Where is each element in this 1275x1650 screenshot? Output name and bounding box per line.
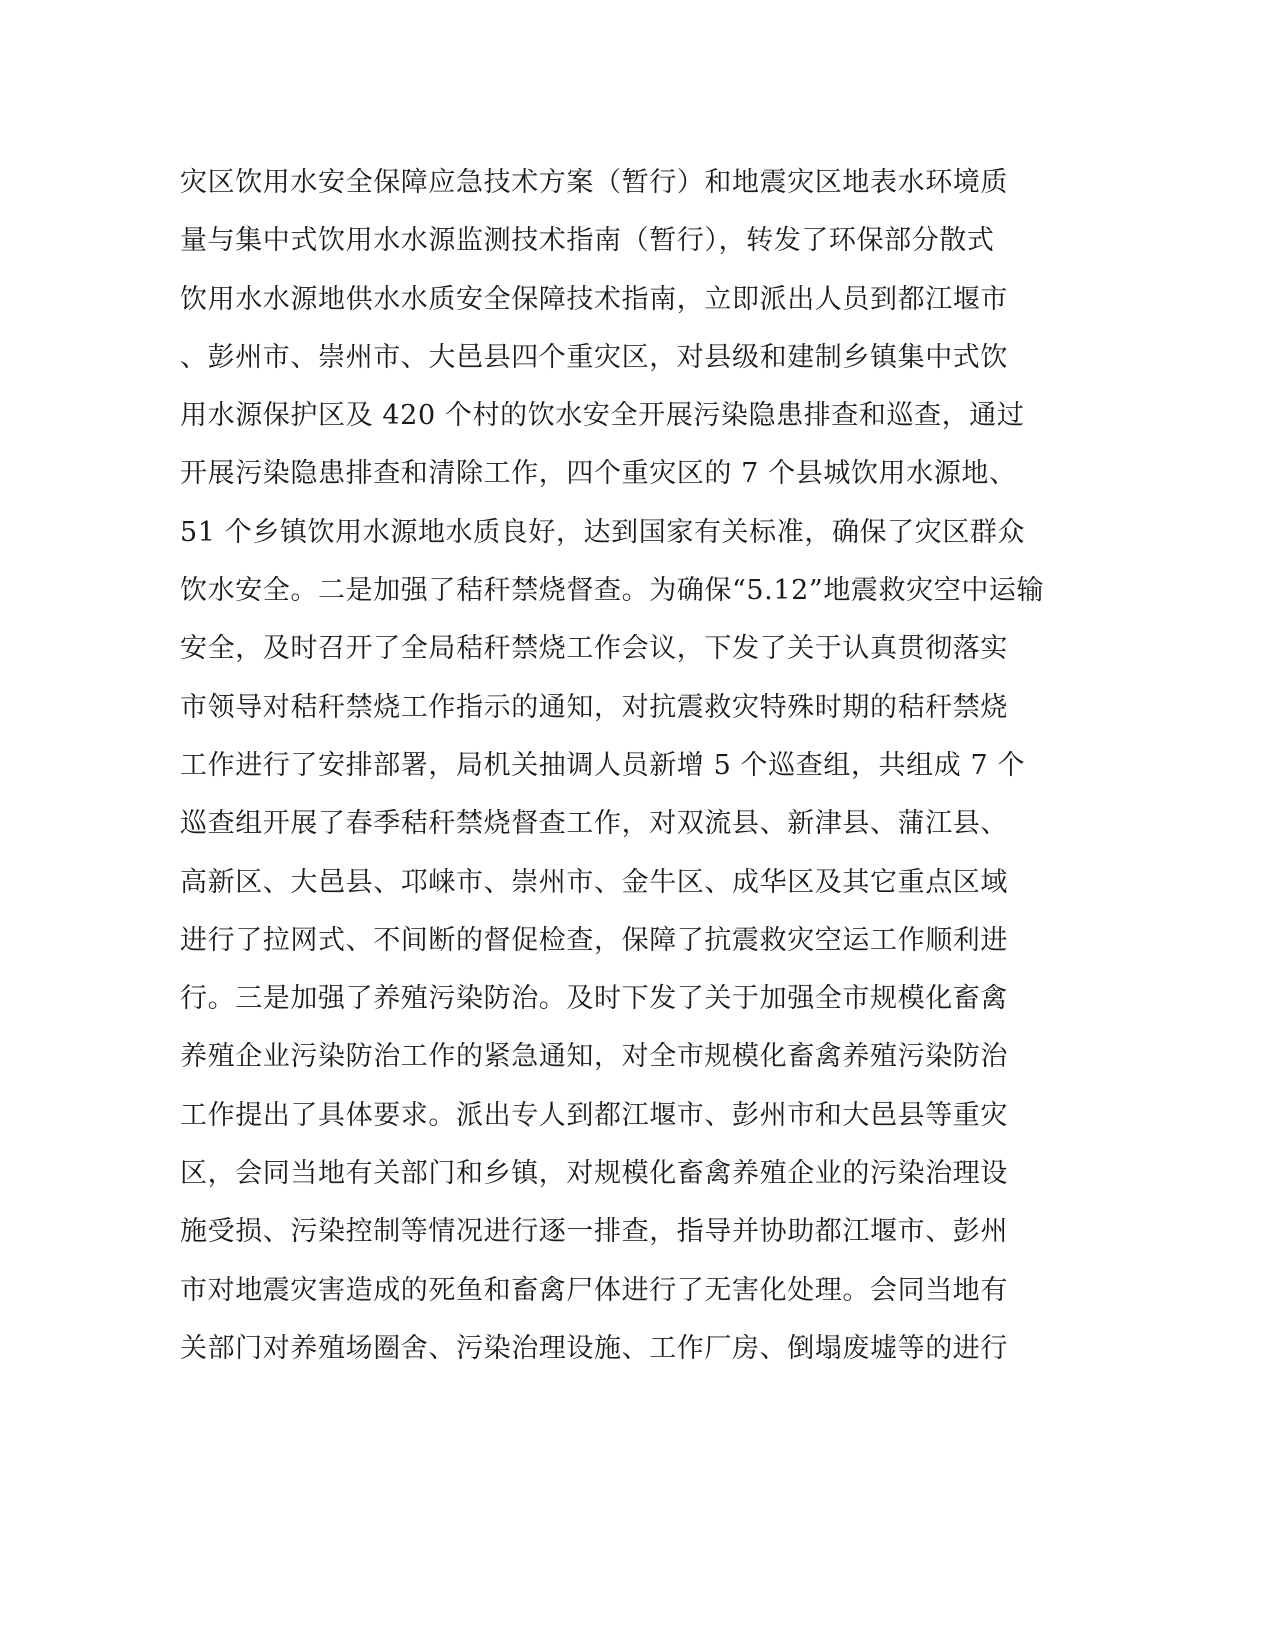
text-line: 开展污染隐患排查和清除工作，四个重灾区的 7 个县城饮用水源地、	[180, 458, 1017, 490]
text-line: 行。三是加强了养殖污染防治。及时下发了关于加强全市规模化畜禽	[180, 983, 1008, 1015]
text-line: 51 个乡镇饮用水源地水质良好，达到国家有关标准，确保了灾区群众	[180, 516, 1026, 548]
body-text	[180, 163, 1060, 1387]
text-line: 饮用水水源地供水水质安全保障技术指南，立即派出人员到都江堰市	[180, 283, 1008, 315]
text-line: 养殖企业污染防治工作的紧急通知，对全市规模化畜禽养殖污染防治	[180, 1041, 1008, 1073]
text-line: 饮水安全。二是加强了秸秆禁烧督查。为确保“5.12”地震救灾空中运输	[180, 575, 1045, 607]
text-line: 市领导对秸秆禁烧工作指示的通知，对抗震救灾特殊时期的秸秆禁烧	[180, 691, 1008, 723]
text-line: 安全，及时召开了全局秸秆禁烧工作会议，下发了关于认真贯彻落实	[180, 633, 1008, 665]
text-line: 市对地震灾害造成的死鱼和畜禽尸体进行了无害化处理。会同当地有	[180, 1274, 1008, 1306]
text-line: 施受损、污染控制等情况进行逐一排查，指导并协助都江堰市、彭州	[180, 1216, 1008, 1248]
text-line: 区，会同当地有关部门和乡镇，对规模化畜禽养殖企业的污染治理设	[180, 1158, 1008, 1190]
text-line: 、彭州市、崇州市、大邑县四个重灾区，对县级和建制乡镇集中式饮	[180, 341, 1008, 373]
text-line: 工作进行了安排部署，局机关抽调人员新增 5 个巡查组，共组成 7 个	[180, 749, 1026, 781]
text-line: 灾区饮用水安全保障应急技术方案（暂行）和地震灾区地表水环境质	[180, 167, 1008, 198]
text-line: 用水源保护区及 420 个村的饮水安全开展污染隐患排查和巡查，通过	[180, 400, 1025, 432]
text-line: 关部门对养殖场圈舍、污染治理设施、工作厂房、倒塌废墟等的进行	[180, 1332, 1008, 1364]
text-line: 工作提出了具体要求。派出专人到都江堰市、彭州市和大邑县等重灾	[180, 1099, 1008, 1131]
text-line: 巡查组开展了春季秸秆禁烧督查工作，对双流县、新津县、蒲江县、	[180, 808, 1008, 840]
text-line: 高新区、大邑县、邛崃市、崇州市、金牛区、成华区及其它重点区域	[180, 866, 1008, 898]
text-line: 进行了拉网式、不间断的督促检查，保障了抗震救灾空运工作顺利进	[180, 924, 1008, 956]
text-line: 量与集中式饮用水水源监测技术指南（暂行），转发了环保部分散式	[180, 225, 995, 257]
